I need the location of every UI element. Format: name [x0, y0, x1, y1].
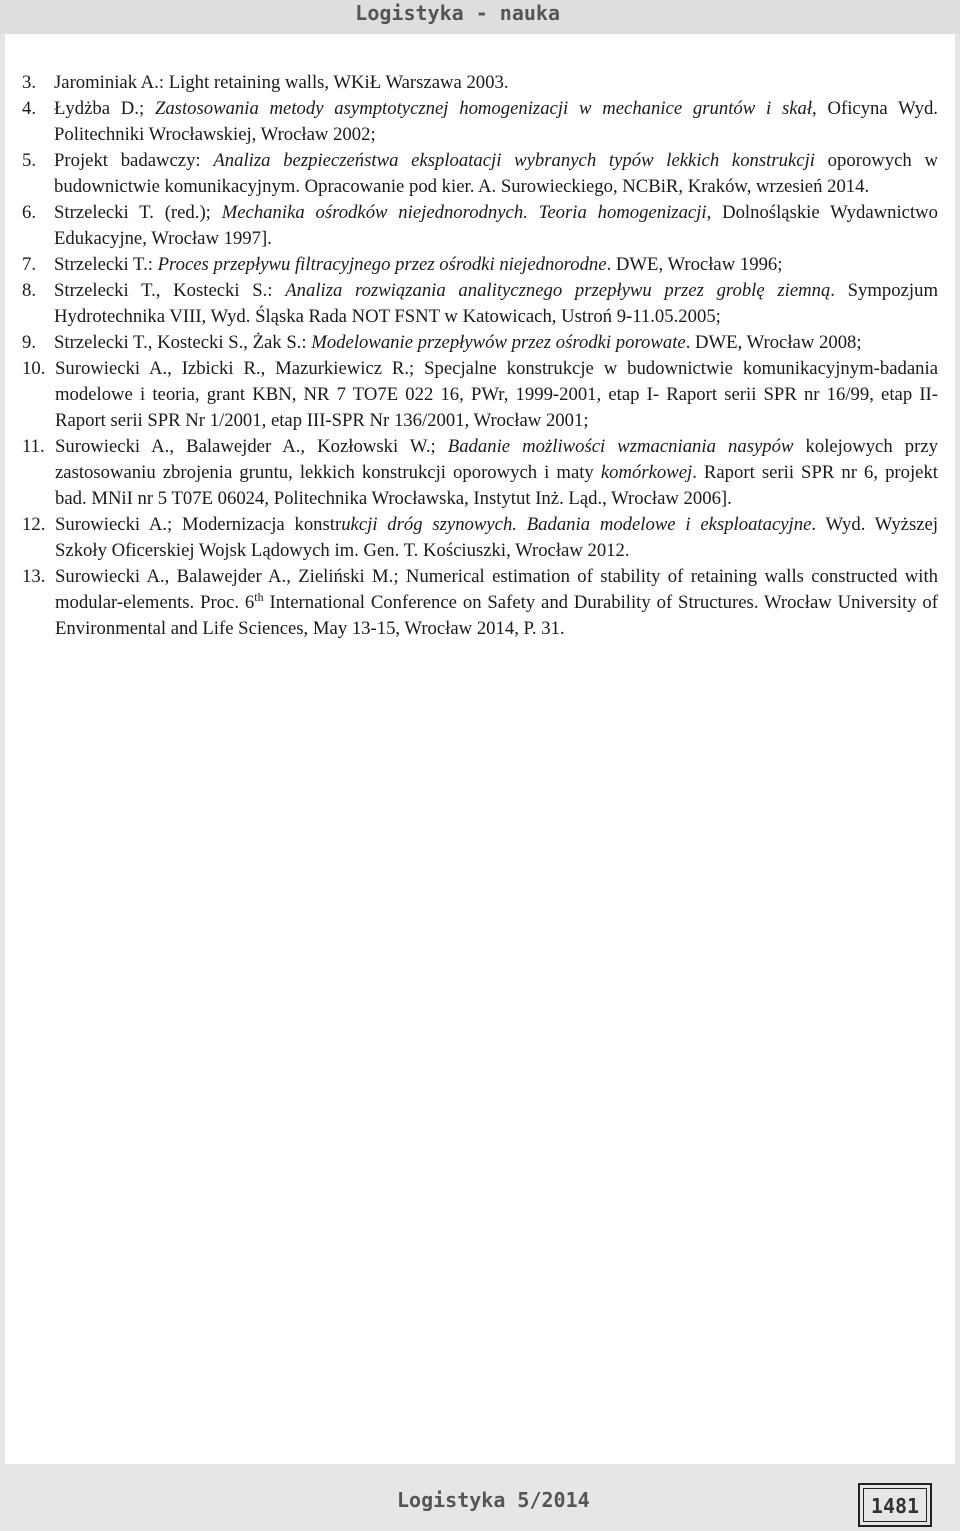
reference-text: , Dolnośląskie Wydawnictwo Edukacyjne, Wrocław 1997]. — [54, 202, 938, 249]
reference-text: . DWE, Wrocław 2008; — [685, 332, 862, 353]
reference-title: ukcji dróg szynowych. Badania modelowe i eksploatacyjne — [341, 514, 812, 535]
reference-item — [22, 356, 938, 434]
section-title: Logistyka - nauka — [355, 1, 560, 25]
reference-item — [22, 564, 938, 642]
reference-title: Analiza bezpieczeństwa eksploatacji wybranych typów lekkich konstrukcji — [213, 150, 815, 171]
reference-number: 3. — [22, 72, 37, 93]
reference-text: International Conference on Safety and Durability of Structures. Wrocław University of Environmental and Life Sciences, May 13-15, Wrocław 2014, P. 31. — [55, 592, 938, 639]
reference-text: Surowiecki A., Balawejder A., Zieliński M.; Numerical estimation of stability of retaining walls constructed with modular-elements. Proc. 6 — [55, 566, 938, 613]
reference-text: . Raport serii SPR nr 6, projekt bad. MNiI nr 5 T07E 06024, Politechnika Wrocławska, Instytut Inż. Ląd., Wrocław 2006]. — [55, 462, 938, 509]
reference-number: 13. — [22, 566, 46, 587]
reference-number: 11. — [22, 436, 45, 457]
reference-title: Badanie możliwości wzmacniania nasypów — [447, 436, 794, 457]
reference-title: Mechanika ośrodków niejednorodnych. Teoria homogenizacji — [221, 202, 707, 223]
reference-text: . DWE, Wrocław 1996; — [606, 254, 783, 275]
reference-text: Łydżba D.; — [54, 98, 155, 119]
reference-number: 9. — [22, 332, 37, 353]
reference-number: 12. — [22, 514, 46, 535]
reference-title: Proces przepływu filtracyjnego przez ośrodki niejednorodne — [157, 254, 607, 275]
reference-title: komórkowej — [600, 462, 693, 483]
reference-text: kolejowych przy zastosowaniu zbrojenia gruntu, lekkich konstrukcji oporowych i maty — [55, 436, 938, 483]
reference-text: th — [254, 590, 264, 604]
reference-item — [22, 252, 938, 278]
reference-number: 7. — [22, 254, 37, 275]
reference-text: Surowiecki A., Izbicki R., Mazurkiewicz R.; Specjalne konstrukcje w budownictwie komunikacyjnym-badania modelowe i teoria, grant KBN, NR 7 TO7E 022 16, PWr, 1999-2001, etap I- Raport serii SPR nr 16/99, etap II- Raport serii SPR Nr 1/2001, etap III-SPR Nr 136/2001, Wrocław 2001; — [55, 358, 938, 431]
reference-title: Modelowanie przepływów przez ośrodki porowate — [311, 332, 686, 353]
reference-text: oporowych w budownictwie komunikacyjnym. Opracowanie pod kier. A. Surowieckiego, NCBiR, Kraków, wrzesień 2014. — [54, 150, 938, 197]
reference-text: . Sympozjum Hydrotechnika VIII, Wyd. Śląska Rada NOT FSNT w Katowicach, Ustroń 9-11.05.2005; — [54, 280, 938, 327]
reference-number: 8. — [22, 280, 37, 301]
journal-footer: Logistyka 5/2014 — [397, 1488, 590, 1512]
reference-number: 4. — [22, 98, 37, 119]
page-number: 1481 — [863, 1488, 927, 1522]
running-header — [0, 0, 960, 34]
reference-item — [22, 278, 938, 330]
reference-list — [22, 70, 938, 642]
reference-number: 5. — [22, 150, 37, 171]
reference-item — [22, 70, 938, 96]
reference-text: , Oficyna Wyd. Politechniki Wrocławskiej, Wrocław 2002; — [54, 98, 938, 145]
reference-item — [22, 200, 938, 252]
reference-item — [22, 512, 938, 564]
reference-item — [22, 434, 938, 512]
reference-text: Surowiecki A.; Modernizacja konstr — [55, 514, 342, 535]
reference-text: Strzelecki T., Kostecki S.: — [54, 280, 286, 301]
reference-title: Analiza rozwiązania analitycznego przepływu przez groblę ziemną — [285, 280, 831, 301]
reference-text: Jarominiak A.: Light retaining walls, WKiŁ Warszawa 2003. — [54, 72, 509, 93]
reference-title: Zastosowania metody asymptotycznej homogenizacji w mechanice gruntów i skał — [154, 98, 813, 119]
page-number-box — [858, 1483, 932, 1527]
reference-number: 10. — [22, 358, 46, 379]
reference-item — [22, 148, 938, 200]
reference-item — [22, 330, 938, 356]
reference-text: Projekt badawczy: — [54, 150, 214, 171]
reference-text: Strzelecki T.: — [54, 254, 158, 275]
reference-text: Strzelecki T. (red.); — [54, 202, 222, 223]
reference-text: . Wyd. Wyższej Szkoły Oficerskiej Wojsk Lądowych im. Gen. T. Kościuszki, Wrocław 2012. — [55, 514, 939, 561]
reference-text: Surowiecki A., Balawejder A., Kozłowski W.; — [55, 436, 448, 457]
reference-text: Strzelecki T., Kostecki S., Żak S.: — [54, 332, 312, 353]
reference-number: 6. — [22, 202, 37, 223]
reference-item — [22, 96, 938, 148]
